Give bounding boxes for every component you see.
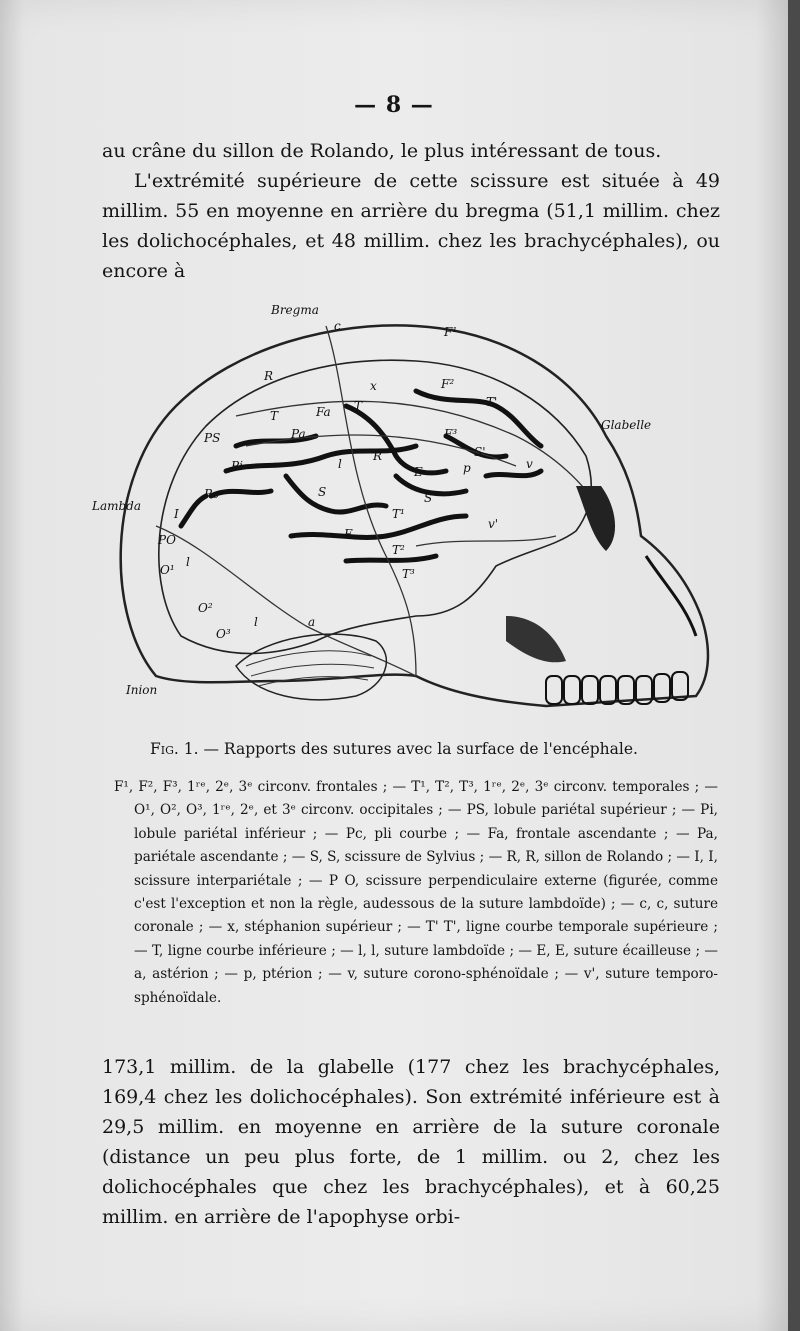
- label-r2: R: [373, 449, 383, 463]
- label-l2: l: [186, 555, 190, 569]
- label-s2: S: [424, 491, 433, 505]
- label-p: p: [463, 461, 471, 475]
- top-para: L'extrémité supérieure de cette scissure est située à 49 millim. 55 en moyenne en arrière du bregma (51,1 millim. chez les dolichocéphales, et 48 millim. chez les brachycéphales), ou encore à: [102, 170, 720, 282]
- label-l3: l: [254, 615, 258, 629]
- top-line: au crâne du sillon de Rolando, le plus intéressant de tous.: [102, 140, 662, 162]
- label-lambda: Lambda: [92, 499, 142, 513]
- label-l-low: l: [338, 457, 342, 471]
- label-t1-up: T¹: [392, 507, 405, 521]
- label-s-prime: S': [474, 445, 486, 459]
- figure-legend-text: F¹, F², F³, 1ʳᵉ, 2ᵉ, 3ᵉ circonv. frontales ; — T¹, T², T³, 1ʳᵉ, 2ᵉ, 3ᵉ circonv. temporales ; — O¹, O², O³, 1ʳᵉ, 2ᵉ, et 3ᵉ circonv. occipitales ; — PS, lobule pariétal supérieur ; — Pi, lobule pariétal inférieur ; — Pc, pli courbe ; — Fa, frontale ascendante ; — Pa, pariétale ascendante ; — S, S, scissure de Sylvius ; — R, R, sillon de Rolando ; — I, I, scissure interpariétale ; — P O, scissure perpendiculaire externe (figurée, comme c'est l'exception et non la règle, audessous de la suture lambdoïde) ; — c, c, suture coronale ; — x, stéphanion supérieur ; — T' T', ligne courbe temporale supérieure ; — T, ligne courbe inférieure ; — l, l, suture lambdoïde ; — E, E, suture écailleuse ; — a, astérion ; — p, ptérion ; — v, suture corono-sphénoïdale ; — v', suture temporo-sphénoïdale.: [114, 779, 718, 1006]
- label-a: a: [308, 615, 316, 629]
- label-f3: F³: [444, 427, 458, 441]
- label-o3: O³: [216, 627, 231, 641]
- label-o1: O¹: [160, 563, 175, 577]
- figure-caption-text: — Rapports des sutures avec la surface de l'encéphale.: [198, 740, 638, 758]
- cheek-bone: [506, 616, 566, 662]
- figure-illustration: [86, 296, 726, 726]
- label-pc: Pc: [204, 487, 219, 501]
- label-po: PO: [158, 533, 176, 547]
- label-o2: O²: [198, 601, 213, 615]
- label-fa: Fa: [316, 405, 331, 419]
- label-glabelle: Glabelle: [601, 418, 652, 432]
- label-s1: S: [318, 485, 327, 499]
- bottom-paragraph: [102, 1052, 720, 1232]
- label-bregma: Bregma: [271, 303, 319, 317]
- label-t-prime: T': [486, 395, 498, 409]
- page-number: — 8 —: [354, 92, 434, 118]
- label-f1: F¹: [444, 325, 458, 339]
- top-paragraph: [102, 136, 720, 286]
- label-t1: T: [270, 409, 279, 423]
- cerebellum: [236, 634, 386, 700]
- label-i: I: [174, 507, 179, 521]
- bottom-para: 173,1 millim. de la glabelle (177 chez les brachycéphales, 169,4 chez les dolichocéphales). Son extrémité inférieure est à 29,5 millim. en moyenne en arrière de la suture coronale (distance un peu plus forte, de 1 millim. ou 2, chez les dolichocéphales que chez les brachycéphales), et à 60,25 millim. en arrière de l'apophyse orbi-: [102, 1056, 720, 1228]
- sulci-lines: [181, 391, 541, 561]
- nasal: [646, 556, 696, 636]
- figure-legend: [114, 776, 718, 1010]
- label-pa: Pa: [291, 427, 306, 441]
- label-t3-up: T³: [402, 567, 415, 581]
- label-ps: PS: [204, 431, 221, 445]
- label-r1: R: [264, 369, 274, 383]
- figure-caption: [0, 740, 788, 758]
- label-e2: E: [344, 527, 353, 541]
- label-inion: Inion: [126, 683, 158, 697]
- label-v-prime: v': [488, 517, 499, 531]
- brain-skull-figure: [86, 296, 726, 726]
- figure-number: Fig. 1.: [150, 740, 199, 758]
- label-t2-up: T²: [392, 543, 405, 557]
- label-v: v: [526, 457, 533, 471]
- label-e: E: [414, 465, 423, 479]
- label-x: x: [370, 379, 377, 393]
- label-f2: F²: [441, 377, 455, 391]
- orbit: [576, 486, 615, 551]
- label-t2: T: [354, 399, 363, 413]
- label-pi: Pi: [231, 459, 243, 473]
- label-c: c: [334, 319, 341, 333]
